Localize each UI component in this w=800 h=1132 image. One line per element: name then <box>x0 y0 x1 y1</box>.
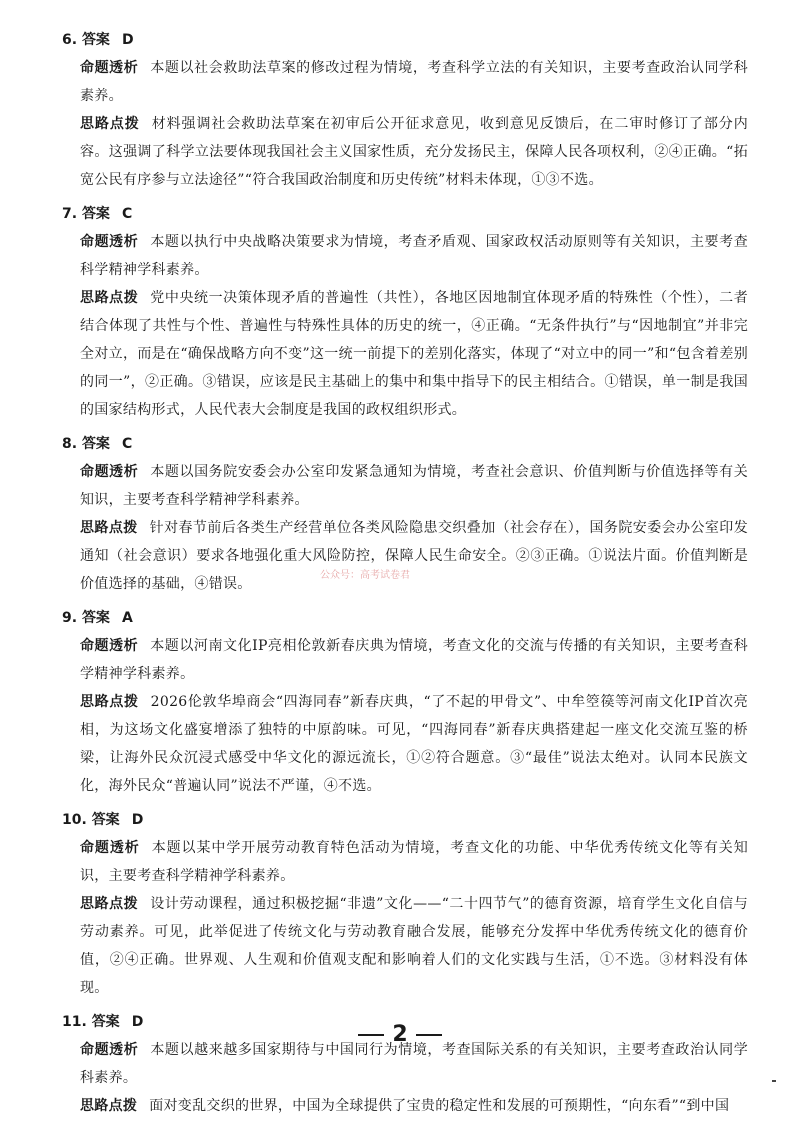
footer-dash-right <box>416 1034 442 1036</box>
hint-label: 思路点拨 <box>80 694 139 710</box>
answer-heading <box>62 430 748 458</box>
answer-choice: D <box>131 812 144 828</box>
answer-item-6 <box>62 26 748 194</box>
hint-text: 设计劳动课程，通过积极挖掘“非遗”文化——“二十四节气”的德育资源，培育学生文化自信与劳动素养。可见，此举促进了传统文化与劳动教育融合发展，能够充分发挥中华优秀传统文化的德育价值，②④正确。世界观、人生观和价值观支配和影响着人们的文化实践与生活，①不选。③材料没有体现。 <box>80 896 749 996</box>
insight-text: 本题以社会救助法草案的修改过程为情境，考查科学立法的有关知识，主要考查政治认同学科素养。 <box>80 60 748 104</box>
insight-text: 本题以某中学开展劳动教育特色活动为情境，考查文化的功能、中华优秀传统文化等有关知识，主要考查科学精神学科素养。 <box>80 840 749 884</box>
insight-paragraph <box>80 458 748 514</box>
question-number: 10. <box>62 812 87 828</box>
insight-label: 命题透析 <box>80 60 139 76</box>
answer-choice: C <box>121 436 133 452</box>
hint-paragraph <box>80 110 748 194</box>
answer-heading <box>62 806 748 834</box>
answer-heading <box>62 200 748 228</box>
hint-text: 2026伦敦华埠商会“四海同春”新春庆典，“了不起的甲骨文”、中牟箜篌等河南文化IP首次亮相，为这场文化盛宴增添了独特的中原韵味。可见，“四海同春”新春庆典搭建起一座文化交流互鉴的桥梁，让海外民众沉浸式感受中华文化的源远流长，①②符合题意。③“最佳”说法太绝对。认同本民族文化，海外民众“普遍认同”说法不严谨，④不选。 <box>80 694 748 794</box>
question-number: 9. <box>62 610 78 626</box>
answer-choice: C <box>121 206 133 222</box>
insight-paragraph <box>80 632 748 688</box>
insight-paragraph <box>80 54 748 110</box>
insight-label: 命题透析 <box>80 1042 139 1058</box>
scan-mark <box>772 1080 776 1082</box>
hint-paragraph <box>80 688 748 800</box>
answer-choice: D <box>121 32 134 48</box>
answer-heading <box>62 604 748 632</box>
hint-label: 思路点拨 <box>80 896 139 912</box>
answer-choice: D <box>131 1014 144 1030</box>
hint-label: 思路点拨 <box>80 290 139 306</box>
hint-paragraph <box>80 284 748 424</box>
hint-text: 面对变乱交织的世界，中国为全球提供了宝贵的稳定性和发展的可预期性，“向东看”“到中国 <box>149 1098 730 1114</box>
insight-text: 本题以执行中央战略决策要求为情境，考查矛盾观、国家政权活动原则等有关知识，主要考查科学精神学科素养。 <box>80 234 748 278</box>
answer-item-9 <box>62 604 748 800</box>
answer-label: 答案 <box>81 32 110 48</box>
question-number: 7. <box>62 206 78 222</box>
question-number: 11. <box>62 1014 87 1030</box>
hint-text: 针对春节前后各类生产经营单位各类风险隐患交织叠加（社会存在），国务院安委会办公室印发通知（社会意识）要求各地强化重大风险防控，保障人民生命安全。②③正确。①说法片面。价值判断是价值选择的基础，④错误。 <box>80 520 748 592</box>
page-number: 2 <box>392 1022 408 1047</box>
question-number: 6. <box>62 32 78 48</box>
hint-text: 党中央统一决策体现矛盾的普遍性（共性），各地区因地制宜体现矛盾的特殊性（个性），二者结合体现了共性与个性、普遍性与特殊性具体的历史的统一，④正确。“无条件执行”与“因地制宜”并非完全对立，而是在“确保战略方向不变”这一统一前提下的差别化落实，体现了“对立中的同一”和“包含着差别的同一”，②正确。③错误，应该是民主基础上的集中和集中指导下的民主相结合。①错误，单一制是我国的国家结构形式，人民代表大会制度是我国的政权组织形式。 <box>80 290 748 418</box>
answer-label: 答案 <box>91 812 120 828</box>
hint-paragraph <box>80 890 748 1002</box>
hint-text: 材料强调社会救助法草案在初审后公开征求意见，收到意见反馈后，在二审时修订了部分内容。这强调了科学立法要体现我国社会主义国家性质，充分发扬民主，保障人民各项权利，②④正确。“拓宽公民有序参与立法途径”“符合我国政治制度和历史传统”材料未体现，①③不选。 <box>80 116 749 188</box>
answer-item-7 <box>62 200 748 424</box>
watermark: 公众号：高考试卷君 <box>320 570 410 581</box>
answer-item-10 <box>62 806 748 1002</box>
insight-text: 本题以越来越多国家期待与中国同行为情境，考查国际关系的有关知识，主要考查政治认同学科素养。 <box>80 1042 748 1086</box>
answer-label: 答案 <box>91 1014 120 1030</box>
insight-label: 命题透析 <box>80 638 139 654</box>
hint-paragraph <box>80 514 748 598</box>
hint-paragraph <box>80 1092 748 1120</box>
insight-label: 命题透析 <box>80 840 140 856</box>
insight-text: 本题以国务院安委会办公室印发紧急通知为情境，考查社会意识、价值判断与价值选择等有关知识，主要考查科学精神学科素养。 <box>80 464 748 508</box>
insight-text: 本题以河南文化IP亮相伦敦新春庆典为情境，考查文化的交流与传播的有关知识，主要考查科学精神学科素养。 <box>80 638 748 682</box>
answer-label: 答案 <box>81 206 110 222</box>
hint-label: 思路点拨 <box>80 116 140 132</box>
hint-label: 思路点拨 <box>80 1098 138 1114</box>
question-number: 8. <box>62 436 78 452</box>
insight-paragraph <box>80 228 748 284</box>
answer-label: 答案 <box>81 436 110 452</box>
answer-heading <box>62 26 748 54</box>
insight-label: 命题透析 <box>80 464 139 480</box>
answer-label: 答案 <box>81 610 110 626</box>
hint-label: 思路点拨 <box>80 520 138 536</box>
insight-label: 命题透析 <box>80 234 139 250</box>
footer-dash-left <box>358 1034 384 1036</box>
answer-choice: A <box>121 610 133 626</box>
insight-paragraph <box>80 834 748 890</box>
page-footer <box>0 1022 800 1047</box>
